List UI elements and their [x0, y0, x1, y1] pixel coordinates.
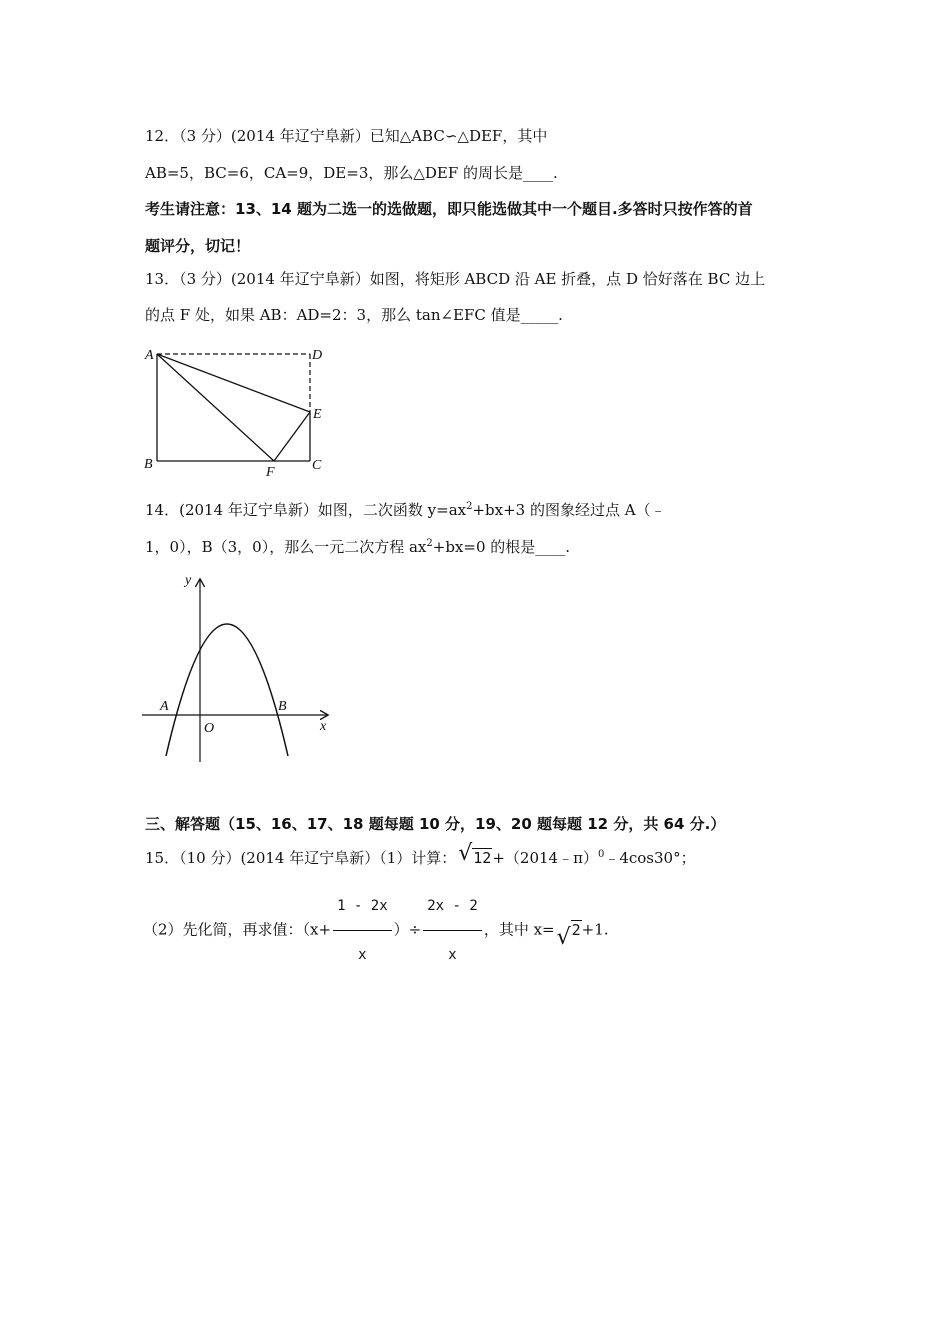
- q12-line1: 12．（3 分）(2014 年辽宁阜新）已知△ABC∽△DEF，其中: [145, 127, 548, 145]
- radical-sign-icon: √: [458, 841, 473, 866]
- q15-part2-where: ，其中 x=: [483, 920, 555, 939]
- sqrt-2: [557, 908, 582, 952]
- q14-line1: [145, 500, 666, 520]
- q13-line2: 的点 F 处，如果 AB：AD=2：3，那么 tan∠EFC 值是_____.: [145, 306, 563, 324]
- figure-14-parabola: [140, 570, 340, 770]
- q15-part1: [145, 841, 696, 868]
- q15-part2-end: +1.: [581, 920, 609, 939]
- label-a: A: [160, 699, 169, 714]
- fraction-2-denominator: x: [448, 947, 457, 963]
- fraction-1-numerator: 1 - 2x: [333, 884, 392, 931]
- q14-line2-text: 1，0），B（3，0），那么一元二次方程 ax: [145, 538, 427, 556]
- q14-line2-text-end: +bx=0 的根是____.: [432, 538, 571, 556]
- sqrt-12-radicand: 12: [473, 849, 492, 867]
- label-e: E: [313, 407, 322, 422]
- segment-ae: [157, 354, 310, 412]
- q15-part2-divide: ）÷: [393, 920, 422, 939]
- q14-line2-exponent: 2: [426, 538, 433, 549]
- q12-line2: AB=5，BC=6，CA=9，DE=3，那么△DEF 的周长是____.: [145, 164, 558, 182]
- q15-part2: [143, 884, 609, 977]
- figure-13-rectangle: [140, 342, 340, 482]
- q14-line1-text-end: +bx+3 的图象经过点 A（﹣: [472, 501, 666, 519]
- label-b: B: [144, 457, 153, 472]
- label-x: x: [320, 719, 327, 734]
- sqrt-2-radicand: 2: [571, 920, 581, 939]
- label-o: O: [204, 721, 215, 736]
- label-c: C: [312, 458, 322, 473]
- sqrt-12: [458, 841, 492, 868]
- q15-part1-text: 15．（10 分）(2014 年辽宁阜新）（1）计算：: [145, 849, 457, 867]
- q15-part1-exponent: 0: [597, 849, 605, 860]
- label-y: y: [185, 573, 192, 588]
- q13-line1: 13．（3 分）(2014 年辽宁阜新）如图，将矩形 ABCD 沿 AE 折叠，点 D 恰好落在 BC 边上: [145, 270, 766, 288]
- segment-af: [157, 354, 274, 461]
- q14-line1-text: 14．(2014 年辽宁阜新）如图，二次函数 y=ax: [145, 501, 467, 519]
- q15-part2-text: （2）先化简，再求值：（x+: [143, 920, 332, 939]
- q14-line1-exponent: 2: [466, 501, 473, 512]
- q14-line2: [145, 537, 570, 557]
- notice-line1: 考生请注意：13、14 题为二选一的选做题，即只能选做其中一个题目.多答时只按作答的首: [145, 200, 753, 218]
- q15-part1-mid: +（2014﹣π）: [492, 849, 598, 867]
- notice-line2: 题评分，切记！: [145, 237, 251, 255]
- fraction-1: [333, 884, 392, 977]
- label-f: F: [266, 465, 275, 480]
- fraction-1-denominator: x: [358, 947, 367, 963]
- fraction-2-numerator: 2x - 2: [423, 884, 482, 931]
- q15-part1-end: ﹣4cos30°；: [604, 849, 696, 867]
- label-a: A: [145, 348, 154, 363]
- label-b: B: [278, 699, 287, 714]
- parabola-curve: [166, 624, 288, 756]
- segment-fe: [274, 412, 310, 461]
- section3-heading: 三、解答题（15、16、17、18 题每题 10 分，19、20 题每题 12 分，共 64 分.）: [145, 815, 726, 833]
- fraction-2: [423, 884, 482, 977]
- label-d: D: [312, 348, 323, 363]
- radical-sign-icon: √: [556, 924, 571, 950]
